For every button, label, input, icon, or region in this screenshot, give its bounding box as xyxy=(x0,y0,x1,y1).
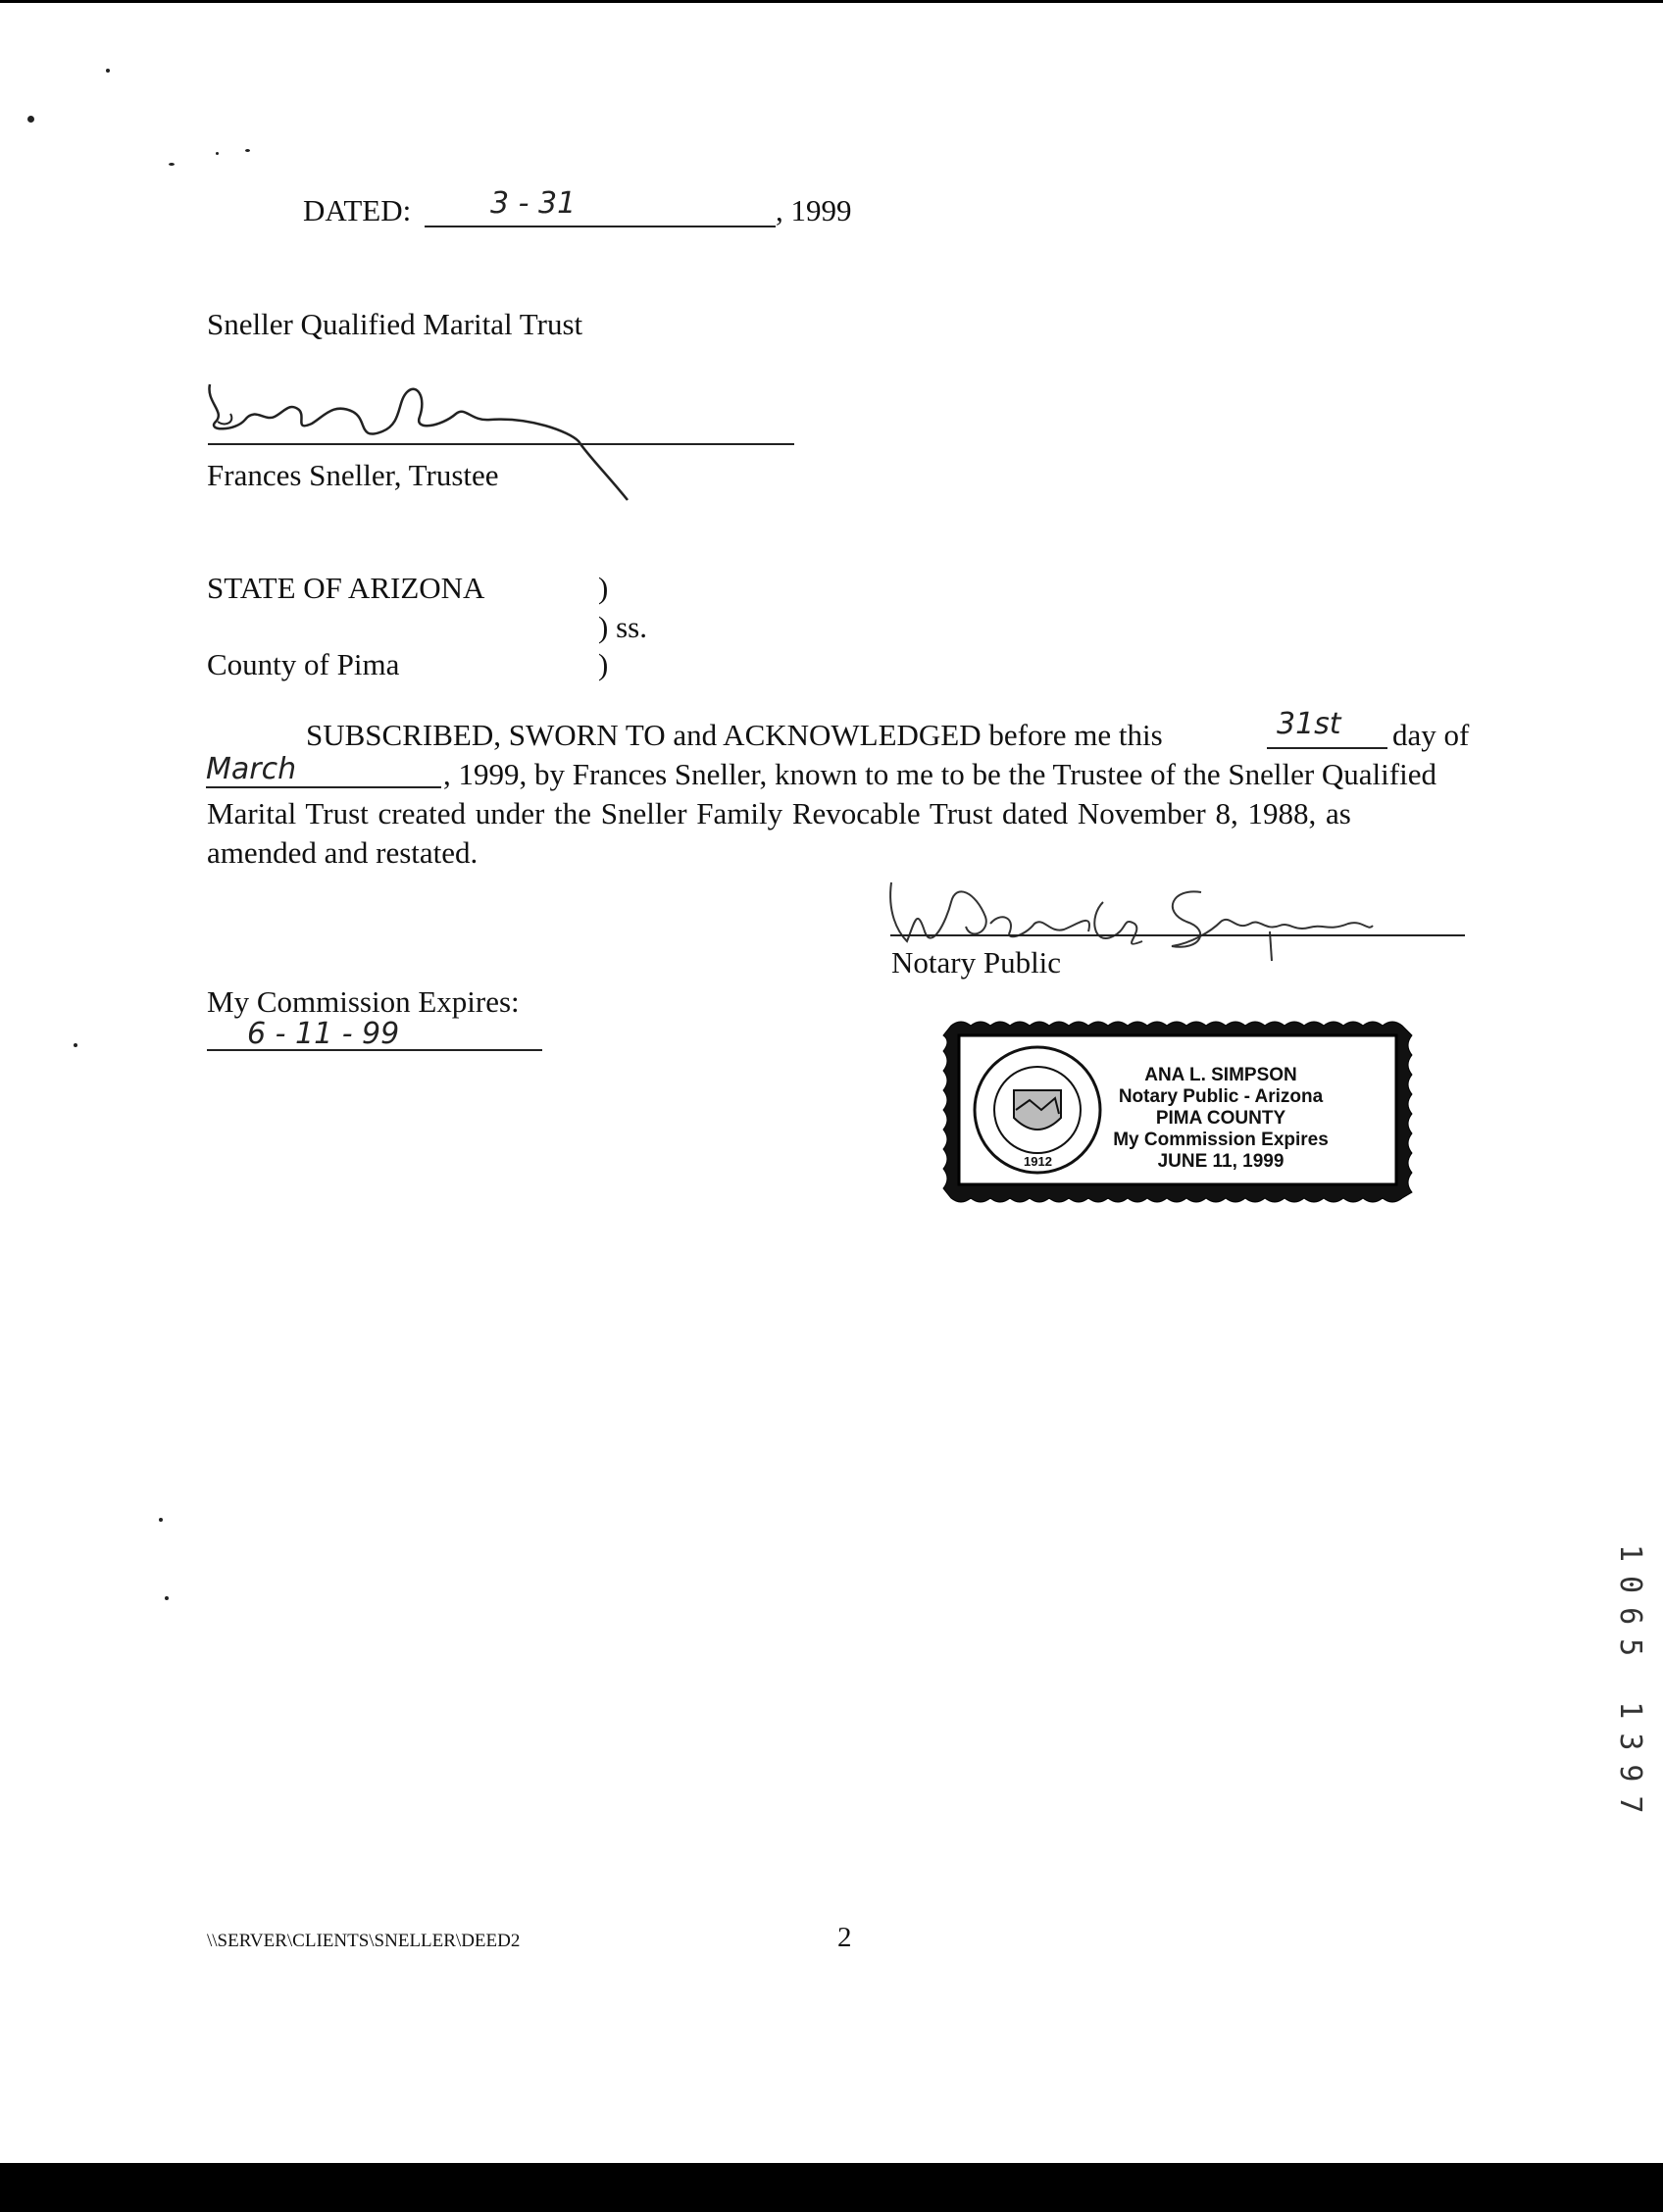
ack-handwritten-day: 31st xyxy=(1277,707,1341,741)
dated-label: DATED: xyxy=(303,193,412,227)
scan-speck xyxy=(27,116,34,123)
venue-paren-3: ) xyxy=(598,647,609,681)
scan-bottom-edge xyxy=(0,2163,1663,2212)
trustee-signature-line xyxy=(208,443,794,445)
side-document-code xyxy=(1608,1544,1647,1878)
footer-file-path: \\SERVER\CLIENTS\SNELLER\DEED2 xyxy=(207,1931,521,1951)
ack-line-1-end: day of xyxy=(1392,718,1470,752)
footer-page-number: 2 xyxy=(837,1922,852,1953)
scan-speck xyxy=(165,1596,169,1600)
venue-paren-1: ) xyxy=(598,571,609,605)
ack-line-4: amended and restated. xyxy=(207,835,479,870)
side-code-text: 1065 1397 xyxy=(1613,1544,1647,1828)
dated-year: , 1999 xyxy=(776,193,852,227)
scan-speck xyxy=(159,1518,163,1522)
commission-underline xyxy=(207,1049,542,1051)
venue-county: County of Pima xyxy=(207,647,400,681)
venue-ss: ) ss. xyxy=(598,610,647,644)
commission-label: My Commission Expires: xyxy=(207,984,520,1019)
scan-speck xyxy=(245,149,250,152)
stamp-line-2: Notary Public - Arizona xyxy=(1118,1086,1324,1107)
ack-line-1-start: SUBSCRIBED, SWORN TO and ACKNOWLEDGED before me this xyxy=(306,718,1163,752)
scan-speck xyxy=(169,163,175,166)
stamp-line-4: My Commission Expires xyxy=(1113,1130,1329,1150)
notary-signature-line xyxy=(890,934,1465,936)
commission-handwritten-date: 6 - 11 - 99 xyxy=(247,1017,400,1051)
scan-top-edge xyxy=(0,0,1663,3)
scan-speck xyxy=(216,152,219,155)
ack-month-underline xyxy=(206,786,441,788)
stamp-line-5: JUNE 11, 1999 xyxy=(1157,1151,1285,1172)
dated-handwritten-date: 3 - 31 xyxy=(490,186,577,221)
notary-caption: Notary Public xyxy=(891,945,1062,980)
stamp-line-3: PIMA COUNTY xyxy=(1155,1108,1286,1129)
scan-speck xyxy=(106,69,110,73)
ack-line-3: Marital Trust created under the Sneller Family Revocable Trust dated November 8, 1988, as xyxy=(207,796,1351,830)
stamp-line-1: ANA L. SIMPSON xyxy=(1144,1065,1297,1085)
ack-handwritten-month: March xyxy=(206,752,297,786)
ack-day-underline xyxy=(1267,747,1387,749)
ack-line-2: , 1999, by Frances Sneller, known to me to be the Trustee of the Sneller Qualified xyxy=(443,757,1436,791)
dated-underline xyxy=(425,226,776,227)
venue-state: STATE OF ARIZONA xyxy=(207,571,485,605)
scan-speck xyxy=(74,1043,77,1047)
stamp-seal-year: 1912 xyxy=(1024,1154,1052,1169)
trustee-caption: Frances Sneller, Trustee xyxy=(207,458,499,492)
trust-name: Sneller Qualified Marital Trust xyxy=(207,307,583,341)
